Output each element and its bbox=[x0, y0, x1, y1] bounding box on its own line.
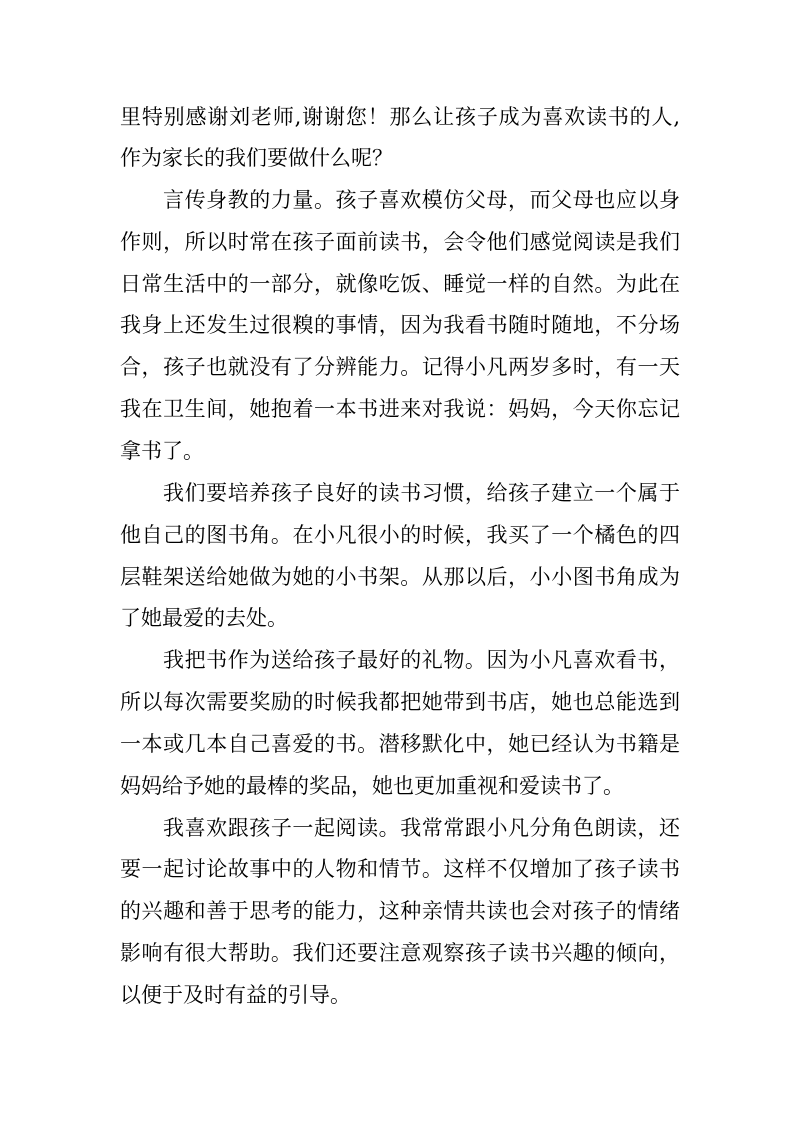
text-line: 里特别感谢刘老师,谢谢您！那么让孩子成为喜欢读书的人, bbox=[120, 105, 680, 129]
paragraph-first-line: 我喜欢跟孩子一起阅读。我常常跟小凡分角色朗读，还 bbox=[163, 816, 680, 840]
text-line: 拿书了。 bbox=[120, 439, 204, 463]
text-line: 妈妈给予她的最棒的奖品，她也更加重视和爱读书了。 bbox=[120, 774, 624, 798]
paragraph-first-line: 我们要培养孩子良好的读书习惯，给孩子建立一个属于 bbox=[163, 481, 680, 505]
text-line: 作为家长的我们要做什么呢？ bbox=[120, 146, 393, 170]
text-line: 一本或几本自己喜爱的书。潜移默化中，她已经认为书籍是 bbox=[120, 732, 680, 756]
text-line: 以便于及时有益的引导。 bbox=[120, 983, 351, 1007]
paragraph-first-line: 我把书作为送给孩子最好的礼物。因为小凡喜欢看书， bbox=[163, 648, 680, 672]
text-line: 了她最爱的去处。 bbox=[120, 606, 288, 630]
text-line: 层鞋架送给她做为她的小书架。从那以后，小小图书角成为 bbox=[120, 565, 680, 589]
text-line: 所以每次需要奖励的时候我都把她带到书店，她也总能选到 bbox=[120, 690, 680, 714]
paragraph-first-line: 言传身教的力量。孩子喜欢模仿父母，而父母也应以身 bbox=[163, 188, 680, 212]
text-line: 合，孩子也就没有了分辨能力。记得小凡两岁多时，有一天 bbox=[120, 355, 680, 379]
text-line: 作则，所以时常在孩子面前读书，会令他们感觉阅读是我们 bbox=[120, 230, 680, 254]
text-line: 他自己的图书角。在小凡很小的时候，我买了一个橘色的四 bbox=[120, 523, 680, 547]
text-line: 影响有很大帮助。我们还要注意观察孩子读书兴趣的倾向， bbox=[120, 941, 680, 965]
text-line: 日常生活中的一部分，就像吃饭、睡觉一样的自然。为此在 bbox=[120, 272, 680, 296]
text-line: 要一起讨论故事中的人物和情节。这样不仅增加了孩子读书 bbox=[120, 857, 680, 881]
text-line: 我在卫生间，她抱着一本书进来对我说：妈妈，今天你忘记 bbox=[120, 397, 680, 421]
text-line: 我身上还发生过很糗的事情，因为我看书随时随地，不分场 bbox=[120, 313, 680, 337]
text-line: 的兴趣和善于思考的能力，这种亲情共读也会对孩子的情绪 bbox=[120, 899, 680, 923]
